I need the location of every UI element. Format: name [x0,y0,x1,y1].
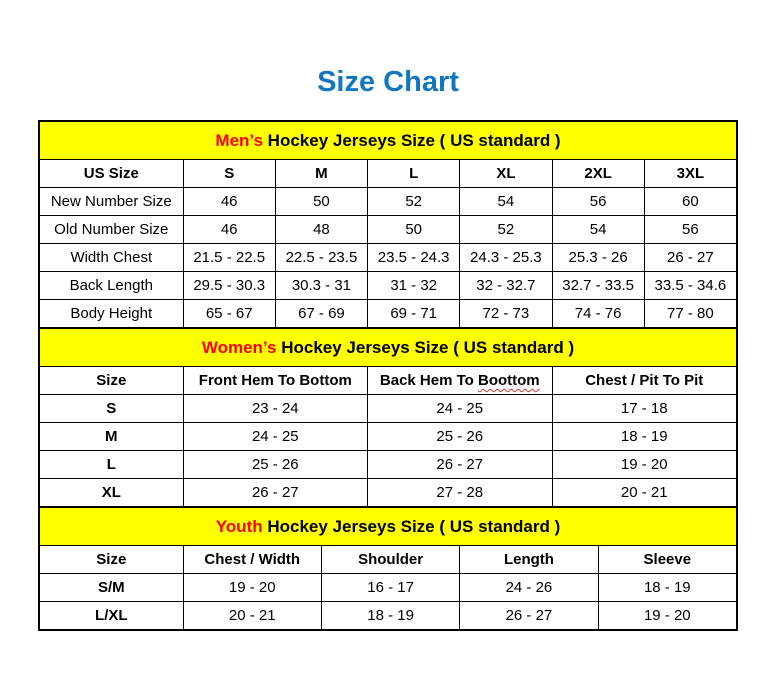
value-cell: 65 - 67 [183,300,275,328]
value-cell: 19 - 20 [183,574,321,602]
table-row [40,244,737,272]
column-header-text: Back Hem To [379,372,478,389]
value-cell: 25 - 26 [183,451,367,479]
table-row [40,216,737,244]
value-cell: 26 - 27 [368,451,552,479]
value-cell: 46 [183,216,275,244]
row-label-cell: Width Chest [40,244,184,272]
value-cell: 74 - 76 [552,300,644,328]
value-cell: 54 [552,216,644,244]
column-header-row [40,546,737,574]
column-header-cell: Chest / Width [183,546,321,574]
value-cell: 30.3 - 31 [275,272,367,300]
section-header-row-mens [40,122,737,160]
value-cell: 21.5 - 22.5 [183,244,275,272]
value-cell: 24 - 25 [368,395,552,423]
column-header-cell: XL [460,160,552,188]
value-cell: 24.3 - 25.3 [460,244,552,272]
value-cell: 52 [368,188,460,216]
value-cell: 72 - 73 [460,300,552,328]
row-label-cell: New Number Size [40,188,184,216]
column-header-cell: 2XL [552,160,644,188]
value-cell: 69 - 71 [368,300,460,328]
row-label-cell: L [40,451,184,479]
value-cell: 29.5 - 30.3 [183,272,275,300]
column-header-cell: Chest / Pit To Pit [552,367,736,395]
row-label-cell: M [40,423,184,451]
column-header-cell: Size [40,546,184,574]
value-cell: 56 [552,188,644,216]
row-label-cell: L/XL [40,602,184,630]
value-cell: 56 [644,216,736,244]
value-cell: 22.5 - 23.5 [275,244,367,272]
value-cell: 19 - 20 [552,451,736,479]
section-header-cell [40,508,737,546]
column-header-cell: Front Hem To Bottom [183,367,367,395]
column-header-row [40,160,737,188]
table-row [40,395,737,423]
value-cell: 33.5 - 34.6 [644,272,736,300]
size-table-youth [39,507,737,630]
table-row [40,272,737,300]
column-header-cell [368,367,552,395]
column-header-cell: Size [40,367,184,395]
table-row [40,423,737,451]
value-cell: 50 [368,216,460,244]
column-header-cell: Sleeve [598,546,736,574]
value-cell: 67 - 69 [275,300,367,328]
table-row [40,574,737,602]
column-header-row [40,367,737,395]
size-chart-tables [38,120,738,631]
value-cell: 32.7 - 33.5 [552,272,644,300]
value-cell: 26 - 27 [644,244,736,272]
column-header-cell: Length [460,546,598,574]
size-table-womens [39,328,737,507]
value-cell: 54 [460,188,552,216]
row-label-cell: Old Number Size [40,216,184,244]
column-header-cell: L [368,160,460,188]
column-header-cell: US Size [40,160,184,188]
value-cell: 48 [275,216,367,244]
section-header-row-womens [40,329,737,367]
value-cell: 25 - 26 [368,423,552,451]
value-cell: 25.3 - 26 [552,244,644,272]
value-cell: 18 - 19 [598,574,736,602]
column-header-cell: S [183,160,275,188]
page-title: Size Chart [317,66,459,98]
value-cell: 19 - 20 [598,602,736,630]
section-header-cell [40,329,737,367]
value-cell: 18 - 19 [321,602,459,630]
section-highlight-word: Women’s [201,337,277,357]
section-header-cell [40,122,737,160]
row-label-cell: S [40,395,184,423]
spellcheck-squiggle-word: Boottom [478,372,540,389]
value-cell: 20 - 21 [552,479,736,507]
column-header-cell: Shoulder [321,546,459,574]
value-cell: 24 - 25 [183,423,367,451]
value-cell: 77 - 80 [644,300,736,328]
value-cell: 46 [183,188,275,216]
value-cell: 23.5 - 24.3 [368,244,460,272]
value-cell: 24 - 26 [460,574,598,602]
value-cell: 16 - 17 [321,574,459,602]
table-row [40,188,737,216]
column-header-cell: 3XL [644,160,736,188]
section-highlight-word: Men’s [215,130,263,150]
section-title-text: Hockey Jerseys Size ( US standard ) [262,130,561,150]
value-cell: 26 - 27 [183,479,367,507]
section-highlight-word: Youth [215,516,263,536]
row-label-cell: XL [40,479,184,507]
value-cell: 31 - 32 [368,272,460,300]
size-table-mens [39,121,737,328]
row-label-cell: Body Height [40,300,184,328]
row-label-cell: Back Length [40,272,184,300]
value-cell: 26 - 27 [460,602,598,630]
table-row [40,602,737,630]
value-cell: 32 - 32.7 [460,272,552,300]
value-cell: 23 - 24 [183,395,367,423]
value-cell: 27 - 28 [368,479,552,507]
section-header-row-youth [40,508,737,546]
value-cell: 18 - 19 [552,423,736,451]
value-cell: 17 - 18 [552,395,736,423]
row-label-cell: S/M [40,574,184,602]
section-title-text: Hockey Jerseys Size ( US standard ) [276,337,575,357]
column-header-cell: M [275,160,367,188]
section-title-text: Hockey Jerseys Size ( US standard ) [262,516,561,536]
table-row [40,479,737,507]
value-cell: 50 [275,188,367,216]
value-cell: 52 [460,216,552,244]
table-row [40,451,737,479]
value-cell: 60 [644,188,736,216]
table-row [40,300,737,328]
value-cell: 20 - 21 [183,602,321,630]
